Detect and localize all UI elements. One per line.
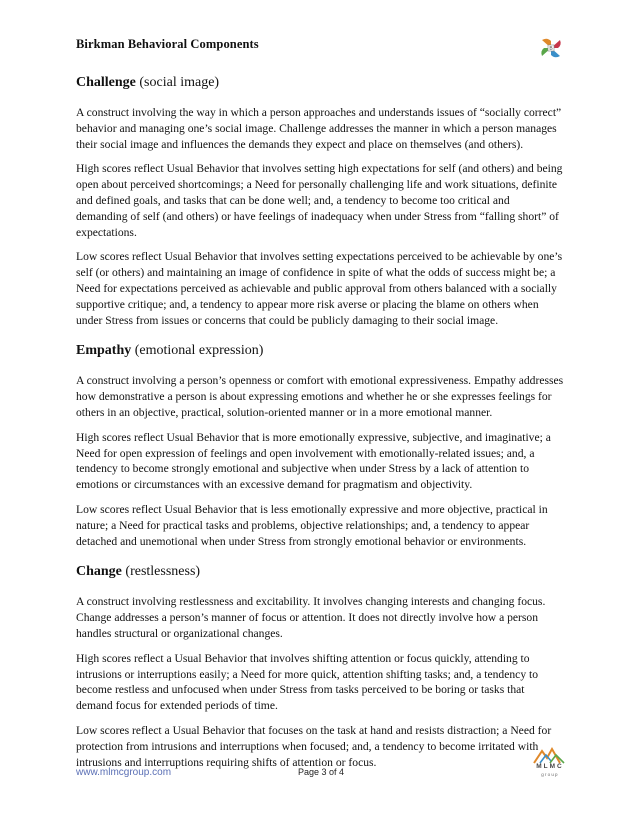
paragraph-definition: A construct involving a person’s openness or comfort with emotional expressiveness. Empathy addresses how demonstrative a person is about expressing emotions and whether he or she expresses feelings for others in an objective, practical, solution-oriented manner or in a more emotional manner. (76, 374, 564, 419)
section-subtitle: (social image) (139, 75, 220, 90)
paragraph-definition: A construct involving the way in which a person approaches and understands issues of “socially correct” behavior and managing one’s social image. Challenge addresses the manner in which a person manages their social image and influences the demands they expect and place on themselves (and others). (76, 106, 562, 151)
section-heading (76, 563, 564, 581)
mlmc-logo-subtext: group (541, 772, 559, 777)
section-subtitle: (restlessness) (125, 564, 201, 580)
page-number: Page 3 of 4 (298, 767, 345, 777)
section-name: Challenge (76, 75, 136, 90)
section-challenge (76, 74, 564, 328)
section-change (76, 563, 564, 770)
svg-text:B: B (549, 45, 553, 52)
paragraph-high-scores: High scores reflect Usual Behavior that involves setting high expectations for self (and others) and being open about perceived shortcomings; a Need for personally challenging life and work situations, definite and defined goals, and tasks that can be done well; and, a tendency to become too critical and demanding of self (and others) or have feelings of inadequacy when under Stress from “falling short” of expectations. (76, 162, 563, 239)
section-name: Change (76, 564, 122, 580)
paragraph-low-scores: Low scores reflect Usual Behavior that is less emotionally expressive and more objective, practical in nature; a Need for practical tasks and problems, objective relationships; and, a tendency to appear detached and unemotional when under Stress from strongly emotional behavior or environments. (76, 502, 548, 548)
paragraph-high-scores: High scores reflect a Usual Behavior that involves shifting attention or focus quickly, attending to intrusions or interruptions easily; a Need for more quick, attention shifting tasks; and, a tendency to become restless and unfocused when under Stress from tasks perceived to be boring or tasks that demand focus for extended periods of time. (76, 651, 539, 713)
paragraph-definition: A construct involving restlessness and excitability. It involves changing interests and changing focus. Change addresses a person’s manner of focus or attention. It does not directly involve how a person handles structural or organizational changes. (76, 595, 546, 640)
footer-website-link[interactable]: www.mlmcgroup.com (76, 767, 172, 778)
section-heading (76, 74, 564, 92)
section-empathy (76, 342, 564, 549)
paragraph-high-scores: High scores reflect Usual Behavior that is more emotionally expressive, subjective, and imaginative; a Need for open expression of feelings and open involvement with emotionally-related issues; and, a tendency to become strongly emotional and subjective when under Stress by a lack of attention to emotions or circumstances with an excessive demand for pragmatism and objectivity. (76, 430, 551, 492)
section-subtitle: (emotional expression) (134, 343, 264, 359)
document-body (76, 74, 564, 779)
paragraph-low-scores: Low scores reflect a Usual Behavior that focuses on the task at hand and resists distraction; a Need for protection from intrusions and interruptions when focused; and, a tendency to become irritated with intrusions and interruptions requiring shifts of attention or focus. (76, 723, 552, 769)
section-heading (76, 342, 564, 360)
birkman-logo-icon (539, 36, 563, 60)
paragraph-low-scores: Low scores reflect Usual Behavior that involves setting expectations perceived to be achievable by one’s self (or others) and maintaining an image of confidence in spite of what the odds of success might be; a Need for expectations perceived as achievable and public approval from others balanced with a socially supportive critique; and, a tendency to appear more risk averse or placing the blame on others when under Stress from issues or concerns that could be publicly damaging to their social image. (76, 250, 563, 327)
page-title: Birkman Behavioral Components (76, 37, 259, 51)
section-name: Empathy (76, 343, 132, 359)
mlmc-logo-text: MLMC (536, 763, 564, 770)
